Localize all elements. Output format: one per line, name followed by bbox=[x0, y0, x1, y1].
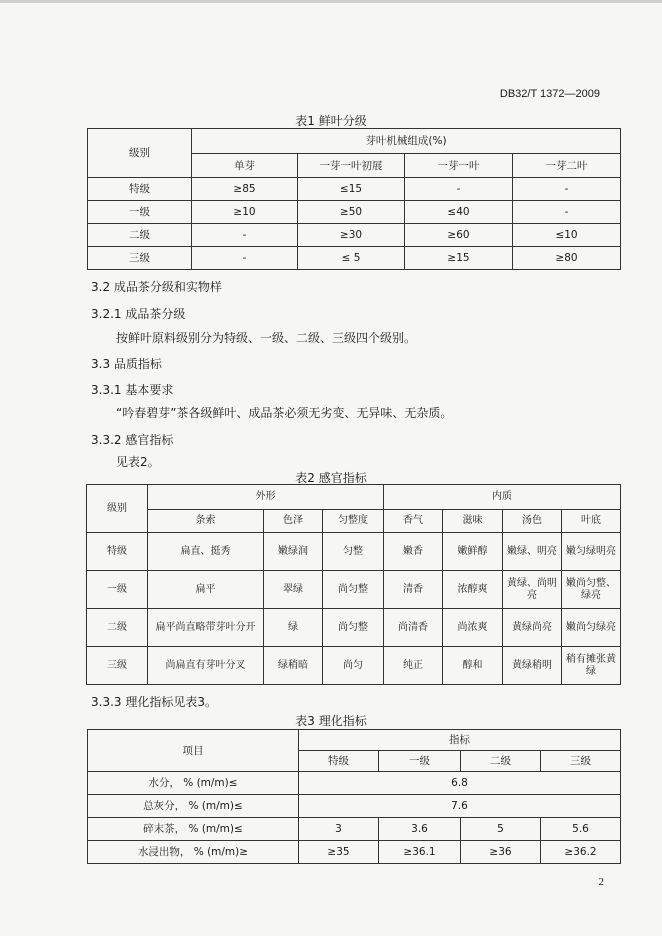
table3-cell: 5 bbox=[461, 818, 541, 841]
table1-level: 三级 bbox=[88, 247, 192, 270]
table3-item: 碎末茶， % (m/m)≤ bbox=[88, 818, 299, 841]
table-row bbox=[88, 818, 621, 841]
table2-level: 二级 bbox=[87, 609, 148, 647]
table1-group-header: 芽叶机械组成(%) bbox=[192, 129, 621, 154]
paragraph: 见表2。 bbox=[116, 455, 160, 469]
scan-edge bbox=[0, 0, 662, 3]
table3-merged-value: 7.6 bbox=[299, 795, 621, 818]
section-heading: 3.3.3 理化指标见表3。 bbox=[91, 695, 217, 709]
table3-group-header: 指标 bbox=[299, 730, 621, 751]
table2-cell: 嫩香 bbox=[384, 533, 443, 571]
table2-cell: 尚匀整 bbox=[323, 571, 384, 609]
table-row bbox=[88, 247, 621, 270]
table2-cell: 黄绿、尚明亮 bbox=[503, 571, 562, 609]
section-heading: 3.3.1 基本要求 bbox=[91, 383, 174, 397]
table2-cell: 嫩尚匀整、绿亮 bbox=[562, 571, 621, 609]
section-heading: 3.3 品质指标 bbox=[91, 357, 162, 371]
table1-cell: ≤ 5 bbox=[298, 247, 405, 270]
table2-cell: 浓醇爽 bbox=[443, 571, 503, 609]
table1-cell: ≥30 bbox=[298, 224, 405, 247]
table2-col-header: 香气 bbox=[384, 510, 443, 533]
table-row bbox=[88, 795, 621, 818]
table1-cell: - bbox=[513, 201, 621, 224]
table1-col-header: 一芽一叶 bbox=[405, 154, 513, 178]
table2-col-header: 叶底 bbox=[562, 510, 621, 533]
table1-cell: ≤10 bbox=[513, 224, 621, 247]
table3-caption: 表3 理化指标 bbox=[295, 714, 367, 728]
table2-cell: 嫩绿润 bbox=[264, 533, 323, 571]
table2-cell: 扁直、挺秀 bbox=[148, 533, 264, 571]
table1-cell: ≥15 bbox=[405, 247, 513, 270]
table2-cell: 醇和 bbox=[443, 647, 503, 685]
table3-cell: ≥36.1 bbox=[379, 841, 461, 864]
table1 bbox=[87, 128, 621, 270]
table2-cell: 翠绿 bbox=[264, 571, 323, 609]
table1-level: 特级 bbox=[88, 178, 192, 201]
table1-level-header: 级别 bbox=[88, 129, 192, 178]
table1-cell: - bbox=[405, 178, 513, 201]
table-row bbox=[88, 178, 621, 201]
section-heading: 3.2 成品茶分级和实物样 bbox=[91, 280, 222, 294]
table3-col-header: 特级 bbox=[299, 751, 379, 772]
table2-cell: 绿 bbox=[264, 609, 323, 647]
table2-cell: 尚扁直有芽叶分叉 bbox=[148, 647, 264, 685]
table2 bbox=[86, 484, 621, 685]
table1-cell: - bbox=[513, 178, 621, 201]
table1-cell: ≥60 bbox=[405, 224, 513, 247]
table2-col-header: 色泽 bbox=[264, 510, 323, 533]
table2-cell: 稍有摊张黄绿 bbox=[562, 647, 621, 685]
table2-caption: 表2 感官指标 bbox=[295, 471, 367, 485]
table-row bbox=[87, 647, 621, 685]
table2-cell: 尚匀整 bbox=[323, 609, 384, 647]
table1-caption: 表1 鲜叶分级 bbox=[295, 114, 367, 128]
table3-merged-value: 6.8 bbox=[299, 772, 621, 795]
paragraph: “吟春碧芽”茶各级鲜叶、成品茶必须无劣变、无异味、无杂质。 bbox=[116, 406, 453, 420]
table1-cell: ≤40 bbox=[405, 201, 513, 224]
table1-cell: ≤15 bbox=[298, 178, 405, 201]
table-row bbox=[87, 571, 621, 609]
table1-cell: - bbox=[192, 224, 298, 247]
table-row bbox=[88, 224, 621, 247]
table3-item: 水分， % (m/m)≤ bbox=[88, 772, 299, 795]
table2-cell: 尚浓爽 bbox=[443, 609, 503, 647]
table2-cell: 匀整 bbox=[323, 533, 384, 571]
table3-cell: ≥35 bbox=[299, 841, 379, 864]
table3 bbox=[87, 729, 621, 864]
table2-col-header: 汤色 bbox=[503, 510, 562, 533]
paragraph: 按鲜叶原料级别分为特级、一级、二级、三级四个级别。 bbox=[116, 331, 417, 345]
document-id: DB32/T 1372—2009 bbox=[499, 88, 600, 100]
table2-group-outer: 外形 bbox=[148, 485, 384, 510]
table2-cell: 绿稍暗 bbox=[264, 647, 323, 685]
table2-level: 一级 bbox=[87, 571, 148, 609]
table3-col-header: 三级 bbox=[541, 751, 621, 772]
table3-cell: 3.6 bbox=[379, 818, 461, 841]
table3-cell: ≥36 bbox=[461, 841, 541, 864]
table2-cell: 嫩绿、明亮 bbox=[503, 533, 562, 571]
table2-cell: 尚匀 bbox=[323, 647, 384, 685]
section-heading: 3.2.1 成品茶分级 bbox=[91, 307, 186, 321]
table2-cell: 扁平 bbox=[148, 571, 264, 609]
table-row bbox=[88, 772, 621, 795]
table-row bbox=[87, 609, 621, 647]
table2-cell: 纯正 bbox=[384, 647, 443, 685]
table1-cell: ≥85 bbox=[192, 178, 298, 201]
table3-cell: 3 bbox=[299, 818, 379, 841]
table3-cell: 5.6 bbox=[541, 818, 621, 841]
table2-cell: 嫩鲜醇 bbox=[443, 533, 503, 571]
table-row bbox=[88, 841, 621, 864]
table2-cell: 黄绿尚亮 bbox=[503, 609, 562, 647]
table2-level: 特级 bbox=[87, 533, 148, 571]
table2-cell: 尚清香 bbox=[384, 609, 443, 647]
table1-col-header: 单芽 bbox=[192, 154, 298, 178]
table3-item: 水浸出物， % (m/m)≥ bbox=[88, 841, 299, 864]
table1-cell: ≥50 bbox=[298, 201, 405, 224]
table1-col-header: 一芽二叶 bbox=[513, 154, 621, 178]
table3-col-header: 一级 bbox=[379, 751, 461, 772]
page-number: 2 bbox=[598, 876, 604, 888]
table2-col-header: 匀整度 bbox=[323, 510, 384, 533]
table-row bbox=[87, 533, 621, 571]
table2-cell: 嫩匀绿明亮 bbox=[562, 533, 621, 571]
table1-cell: - bbox=[192, 247, 298, 270]
table1-level: 二级 bbox=[88, 224, 192, 247]
table2-level-header: 级别 bbox=[87, 485, 148, 533]
table1-level: 一级 bbox=[88, 201, 192, 224]
table1-cell: ≥10 bbox=[192, 201, 298, 224]
table2-cell: 清香 bbox=[384, 571, 443, 609]
table2-cell: 嫩尚匀绿亮 bbox=[562, 609, 621, 647]
table2-cell: 扁平尚直略带芽叶分开 bbox=[148, 609, 264, 647]
table2-col-header: 滋味 bbox=[443, 510, 503, 533]
table2-group-inner: 内质 bbox=[384, 485, 621, 510]
table2-col-header: 条索 bbox=[148, 510, 264, 533]
table2-cell: 黄绿稍明 bbox=[503, 647, 562, 685]
table-row bbox=[88, 201, 621, 224]
table1-col-header: 一芽一叶初展 bbox=[298, 154, 405, 178]
table3-cell: ≥36.2 bbox=[541, 841, 621, 864]
table3-item: 总灰分， % (m/m)≤ bbox=[88, 795, 299, 818]
section-heading: 3.3.2 感官指标 bbox=[91, 433, 174, 447]
table2-level: 三级 bbox=[87, 647, 148, 685]
table1-cell: ≥80 bbox=[513, 247, 621, 270]
table3-col-header: 二级 bbox=[461, 751, 541, 772]
table3-item-header: 项目 bbox=[88, 730, 299, 772]
